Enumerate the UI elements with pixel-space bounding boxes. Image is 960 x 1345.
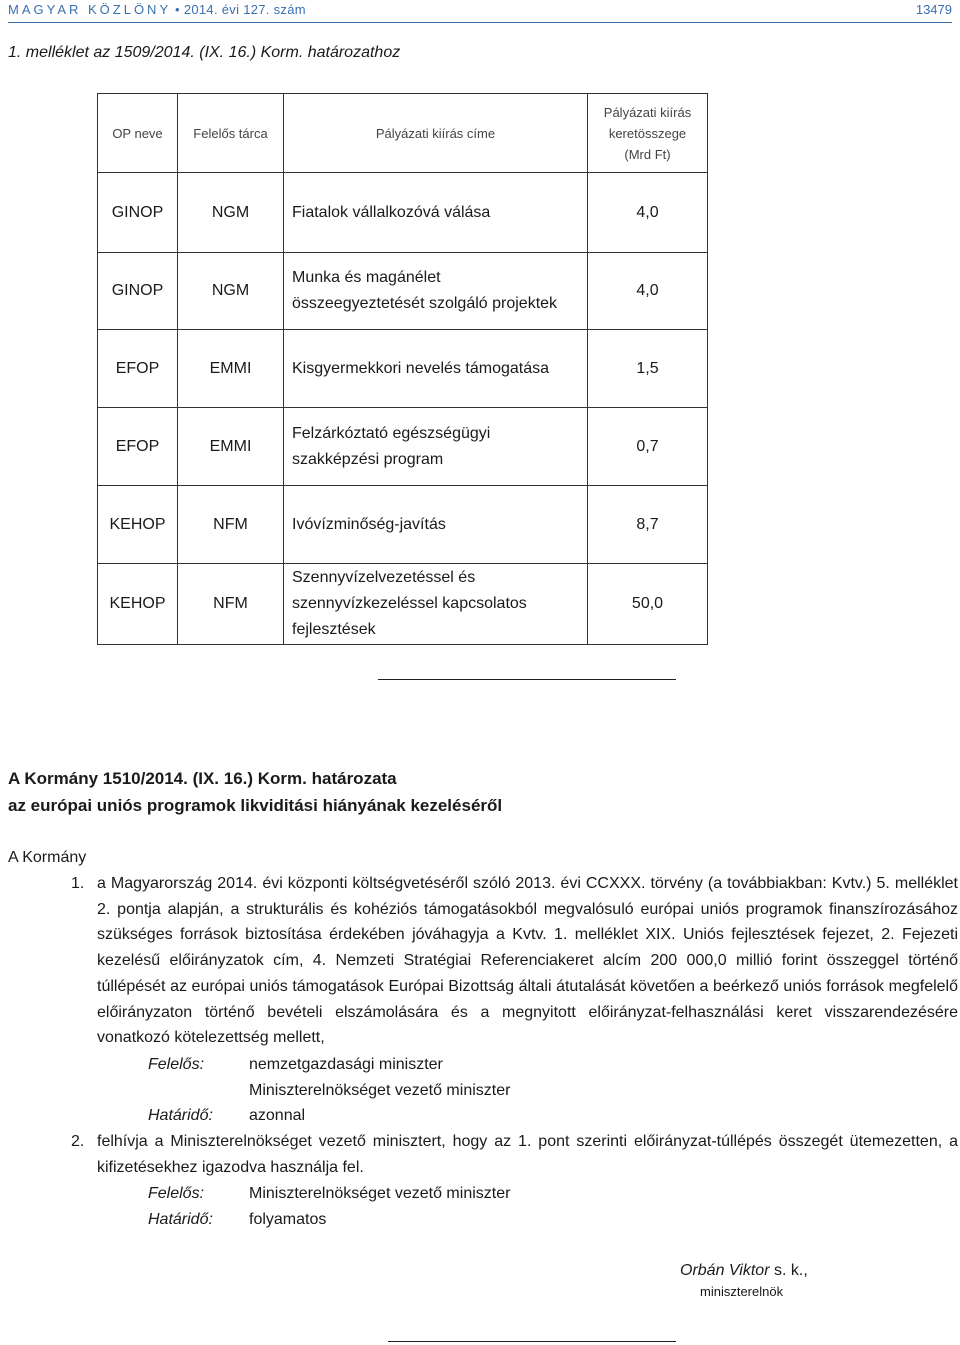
- decision-title: [8, 765, 502, 819]
- page-number: 13479: [915, 2, 952, 17]
- responsible-value: Miniszterelnökséget vezető miniszter: [249, 1082, 511, 1099]
- header-budget: [588, 94, 708, 173]
- item-number: 1.: [71, 875, 85, 892]
- decision-item-1: [8, 871, 958, 1051]
- deadline-row: [148, 1207, 326, 1233]
- signature-name: [680, 1262, 808, 1280]
- deadline-label: Határidő:: [148, 1107, 213, 1124]
- section-divider: [378, 679, 676, 680]
- responsible-value: Miniszterelnökséget vezető miniszter: [249, 1185, 511, 1202]
- responsible-label: Felelős:: [148, 1056, 205, 1073]
- journal-name: MAGYAR KÖZLÖNY: [8, 2, 172, 17]
- decision-subject-line: az európai uniós programok likviditási hiányának kezeléséről: [8, 796, 503, 815]
- title-line: Ivóvízminőség-javítás: [292, 515, 446, 533]
- cell-ministry: NFM: [178, 486, 284, 564]
- title-line: Kisgyermekkori nevelés támogatása: [292, 359, 550, 377]
- cell-amount: 1,5: [588, 330, 708, 408]
- issue-info: 2014. évi 127. szám: [183, 2, 306, 17]
- decision-item-2: [8, 1129, 958, 1180]
- cell-op: GINOP: [98, 253, 178, 330]
- cell-title: [284, 173, 588, 253]
- cell-op: KEHOP: [98, 564, 178, 645]
- cell-op: EFOP: [98, 330, 178, 408]
- responsible-label: Felelős:: [148, 1185, 205, 1202]
- title-line: összeegyeztetését szolgáló projektek: [292, 295, 558, 312]
- cell-op: KEHOP: [98, 486, 178, 564]
- title-line: szennyvízkezeléssel kapcsolatos: [292, 595, 527, 612]
- title-line: Szennyvízelvezetéssel és: [292, 569, 476, 586]
- decision-title-line: A Kormány 1510/2014. (IX. 16.) Korm. határozata: [8, 769, 397, 788]
- cell-amount: 4,0: [588, 253, 708, 330]
- table-row: [98, 564, 708, 645]
- deadline-row: [148, 1103, 305, 1129]
- header-budget-line: Pályázati kiírás: [603, 104, 692, 120]
- journal-info: [8, 2, 306, 17]
- responsible-row: [148, 1181, 510, 1207]
- header-budget-line: (Mrd Ft): [624, 146, 671, 162]
- item-text: felhívja a Miniszterelnökséget vezető minisztert, hogy az 1. pont szerinti előirányzat-túllépés összegét ütemezetten, a kifizetésekhez igazodva használja fel.: [97, 1133, 958, 1176]
- header-ministry: Felelős tárca: [178, 94, 284, 173]
- cell-ministry: NGM: [178, 253, 284, 330]
- signatory-name: Orbán Viktor: [680, 1262, 770, 1279]
- title-line: Felzárkóztató egészségügyi: [292, 424, 491, 442]
- responsible-row: [148, 1078, 510, 1104]
- cell-amount: 8,7: [588, 486, 708, 564]
- table-row: [98, 486, 708, 564]
- cell-title: [284, 253, 588, 330]
- header-op: OP neve: [98, 94, 178, 173]
- header-budget-line: keretösszege: [608, 125, 687, 141]
- cell-ministry: EMMI: [178, 408, 284, 486]
- table-row: [98, 330, 708, 408]
- item-number: 2.: [71, 1133, 85, 1150]
- deadline-label: Határidő:: [148, 1211, 213, 1228]
- table-header-row: [98, 94, 708, 173]
- title-line: Munka és magánélet: [292, 269, 441, 286]
- header-rule: [8, 22, 952, 23]
- cell-ministry: NFM: [178, 564, 284, 645]
- page-header: [8, 0, 952, 22]
- item-text: a Magyarország 2014. évi központi költségvetéséről szóló 2013. évi CCXXX. törvény (a továbbiakban: Kvtv.) 5. melléklet 2. pontja alapján, a strukturális és kohéziós támogatásokból megvalósuló európai uniós programok finanszírozásához szükséges források biztosítása érdekében jóváhagyja a Kvtv. 1. melléklet XIX. Uniós fejlesztések fejezet, 2. Fejezeti kezelésű előirányzatok cím, 4. Nemzeti Stratégiai Referenciakeret alcím 200 000,0 millió forint összeggel történő túllépését az európai uniós támogatások Európai Bizottság általi átutalását követően a beérkező uniós források megfelelő előirányzaton történő bevételi elszámolására és a megnyitott előirányzat-felhasználási keret visszarendezésére vonatkozó kötelezettség mellett,: [97, 875, 958, 1047]
- title-line: szakképzési program: [292, 450, 444, 468]
- cell-ministry: EMMI: [178, 330, 284, 408]
- table-row: [98, 408, 708, 486]
- responsible-value: nemzetgazdasági miniszter: [249, 1056, 443, 1073]
- government-label: A Kormány: [8, 849, 87, 866]
- cell-ministry: NGM: [178, 173, 284, 253]
- header-call-title: Pályázati kiírás címe: [284, 94, 588, 173]
- title-line: fejlesztések: [292, 621, 376, 638]
- title-line: Fiatalok vállalkozóvá válása: [292, 203, 491, 221]
- annex-title: 1. melléklet az 1509/2014. (IX. 16.) Korm. határozathoz: [8, 44, 401, 61]
- deadline-value: folyamatos: [249, 1211, 327, 1228]
- table-row: [98, 253, 708, 330]
- cell-title: [284, 330, 588, 408]
- signature-suffix: s. k.,: [769, 1262, 808, 1279]
- section-divider: [388, 1341, 676, 1342]
- cell-op: GINOP: [98, 173, 178, 253]
- table-row: [98, 173, 708, 253]
- cell-amount: 0,7: [588, 408, 708, 486]
- funding-table: [97, 93, 708, 645]
- cell-title: [284, 486, 588, 564]
- cell-title: [284, 408, 588, 486]
- header-bullet: •: [175, 2, 180, 17]
- cell-op: EFOP: [98, 408, 178, 486]
- cell-amount: 50,0: [588, 564, 708, 645]
- cell-amount: 4,0: [588, 173, 708, 253]
- cell-title: [284, 564, 588, 645]
- deadline-value: azonnal: [249, 1107, 306, 1124]
- responsible-row: [148, 1052, 443, 1078]
- signatory-title: miniszterelnök: [700, 1284, 784, 1299]
